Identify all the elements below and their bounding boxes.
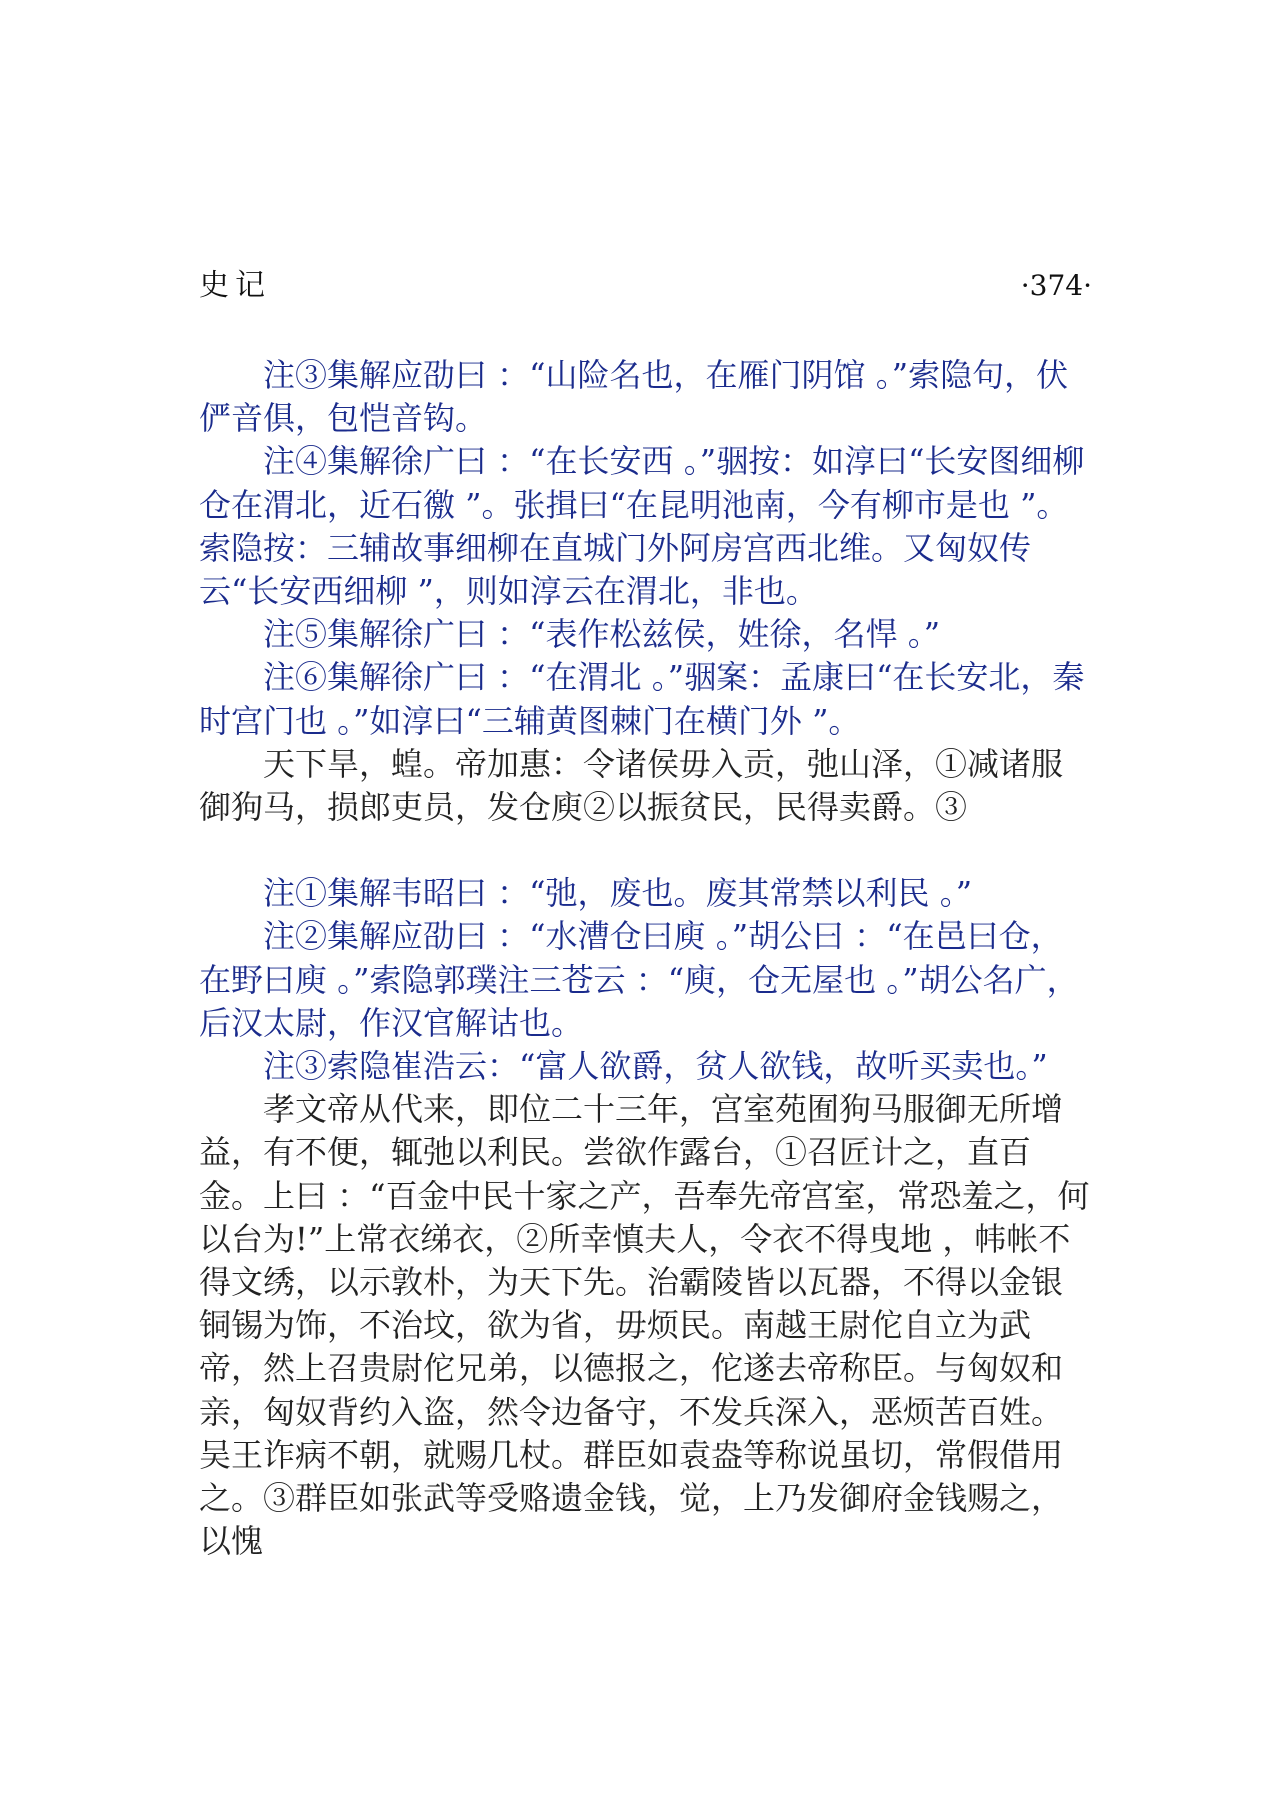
annotation-paragraph: 注④集解徐广曰 ：“在长安西 。”骃按：如淳曰“长安图细柳仓在渭北，近石徼 ”。张揖曰“在昆明池南，今有柳市是也 ”。索隐按：三辅故事细柳在直城门外阿房宫西北维。又匈奴传云“长安西细柳 ”，则如淳云在渭北，非也。 xyxy=(199,442,1085,611)
main-text-paragraph: 天下旱，蝗。帝加惠：令诸侯毋入贡，弛山泽，①减诸服御狗马，损郎吏员，发仓庾②以振贫民，民得卖爵。③ xyxy=(199,744,1064,827)
paragraph-gap xyxy=(199,829,1094,872)
annotation-paragraph: 注①集解韦昭曰 ：“弛，废也。废其常禁以利民 。” xyxy=(263,874,973,913)
page-number: ·374· xyxy=(1020,269,1092,302)
annotation-paragraph: 注③索隐崔浩云：“富人欲爵，贫人欲钱，故听买卖也。” xyxy=(263,1047,1048,1086)
annotation-paragraph: 注③集解应劭曰 ：“山险名也，在雁门阴馆 。”索隐句，伏俨音俱，包恺音钩。 xyxy=(199,356,1069,438)
annotation-paragraph: 注⑤集解徐广曰 ：“表作松兹侯，姓徐，名悍 。” xyxy=(263,615,941,654)
annotation-paragraph: 注②集解应劭曰 ：“水漕仓曰庾 。”胡公曰 ：“在邑曰仓，在野曰庾 。”索隐郭璞注三苍云 ：“庾，仓无屋也 。”胡公名广，后汉太尉，作汉官解诂也。 xyxy=(199,917,1079,1042)
body-text xyxy=(199,354,1094,1563)
main-text-paragraph: 孝文帝从代来，即位二十三年，宫室苑囿狗马服御无所增益，有不便，辄弛以利民。尝欲作露台，①召匠计之，直百金。上曰 ：“百金中民十家之产，吾奉先帝宫室，常恐羞之，何以台为!”上常衣绨衣，②所幸慎夫人，令衣不得曳地 ，帏帐不得文绣，以示敦朴，为天下先。治霸陵皆以瓦器，不得以金银铜锡为饰，不治坟，欲为省，毋烦民。南越王尉佗自立为武帝，然上召贵尉佗兄弟，以德报之，佗遂去帝称臣。与匈奴和亲，匈奴背约入盗，然令边备守，不发兵深入，恶烦苦百姓。吴王诈病不朝，就赐几杖。群臣如袁盎等称说虽切，常假借用之。③群臣如张武等受赂遗金钱，觉，上乃发御府金钱赐之，以愧 xyxy=(199,1090,1090,1561)
running-header-title: 史记 xyxy=(199,268,271,303)
annotation-paragraph: 注⑥集解徐广曰 ：“在渭北 。”骃案：孟康曰“在长安北，秦时宫门也 。”如淳曰“三辅黄图棘门在横门外 ”。 xyxy=(199,658,1085,740)
